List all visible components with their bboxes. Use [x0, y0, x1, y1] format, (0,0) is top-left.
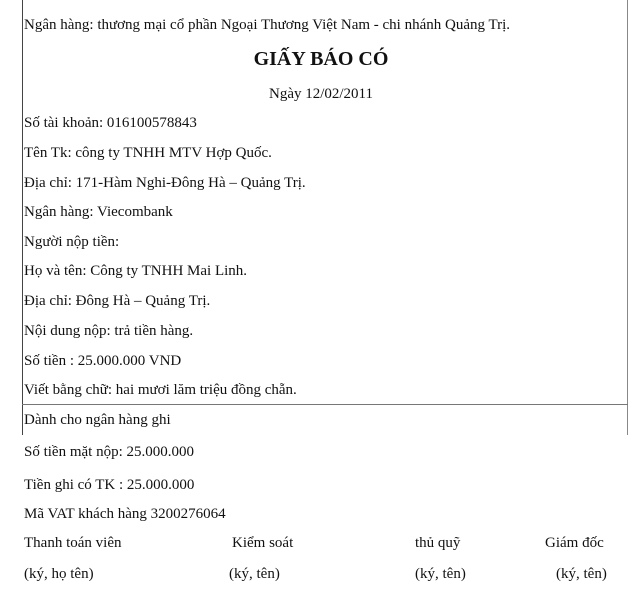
- document-date: Ngày 12/02/2011: [268, 86, 374, 102]
- account-address: Địa chỉ: 171-Hàm Nghi-Đông Hà – Quảng Trị.: [24, 175, 306, 191]
- payer-label: Người nộp tiền:: [24, 234, 120, 250]
- vat-code: Mã VAT khách hàng 3200276064: [24, 506, 226, 522]
- document-title: GIẤY BÁO CÓ: [253, 48, 389, 70]
- section-divider: [22, 404, 628, 405]
- bank-header: Ngân hàng: thương mại cổ phần Ngoại Thương Việt Nam - chi nhánh Quảng Trị.: [24, 17, 511, 33]
- amount: Số tiền : 25.000.000 VND: [24, 353, 182, 369]
- bank-name: Ngân hàng: Viecombank: [24, 204, 173, 220]
- payment-content: Nội dung nộp: trả tiền hàng.: [24, 323, 194, 339]
- bank-section-heading: Dành cho ngân hàng ghi: [24, 412, 171, 428]
- signature-note-cashier: (ký, tên): [415, 566, 466, 582]
- cash-amount: Số tiền mặt nộp: 25.000.000: [24, 444, 194, 460]
- signature-role-director: Giám đốc: [545, 535, 604, 551]
- amount-in-words: Viết bằng chữ: hai mươi lăm triệu đồng chẵn.: [24, 382, 297, 398]
- account-name: Tên Tk: công ty TNHH MTV Hợp Quốc.: [24, 145, 272, 161]
- signature-note-controller: (ký, tên): [229, 566, 280, 582]
- payer-address: Địa chỉ: Đông Hà – Quảng Trị.: [24, 293, 211, 309]
- payer-name: Họ và tên: Công ty TNHH Mai Linh.: [24, 263, 248, 279]
- signature-role-cashier: thủ quỹ: [415, 535, 461, 551]
- signature-role-controller: Kiểm soát: [232, 535, 294, 551]
- account-number: Số tài khoản: 016100578843: [24, 115, 197, 131]
- signature-note-teller: (ký, họ tên): [24, 566, 94, 582]
- signature-note-director: (ký, tên): [556, 566, 607, 582]
- signature-role-teller: Thanh toán viên: [24, 535, 122, 551]
- credit-amount: Tiền ghi có TK : 25.000.000: [24, 477, 195, 493]
